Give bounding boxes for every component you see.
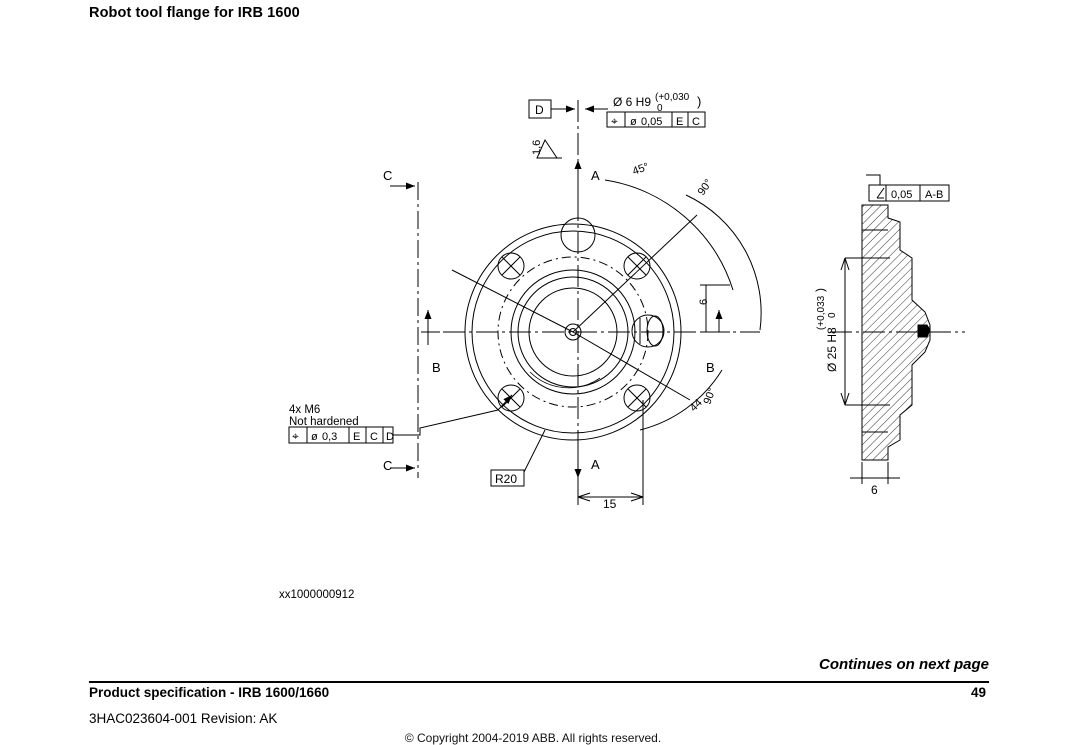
label-gdt-datum-c-top: C <box>692 116 700 128</box>
label-radius-r20: R20 <box>495 472 518 486</box>
label-datum-d: D <box>535 103 544 117</box>
label-bore-tol-upper: (+0,033 <box>816 295 827 330</box>
label-bore-tol-lower: 0 <box>827 312 838 318</box>
label-thread-gdt-e: E <box>353 431 361 443</box>
footer-document-title: Product specification - IRB 1600/1660 <box>89 685 330 700</box>
label-bore-callout: Ø 25 H8 <box>825 327 839 372</box>
label-angle-90-bottom: 90° <box>701 386 719 407</box>
label-surface-finish: 1,6 <box>531 139 543 155</box>
label-angle-45: 45° <box>630 160 651 178</box>
label-flatness-datum: A-B <box>925 189 944 201</box>
label-angle-90-top: 90° <box>695 177 716 198</box>
label-section-c-bottom: C <box>383 458 393 473</box>
footer-copyright: © Copyright 2004-2019 ABB. All rights reserved. <box>404 731 662 745</box>
footer-page-number: 49 <box>971 685 987 700</box>
figure-id: xx1000000912 <box>279 589 355 601</box>
label-dim-6-front: 6 <box>698 298 710 305</box>
label-section-a-top: A <box>591 168 600 183</box>
label-datum-b-right: B <box>706 360 715 375</box>
label-thread-note-2: Not hardened <box>289 416 359 428</box>
label-angle-44: 44 <box>687 396 705 415</box>
label-gdt-value-top: 0,05 <box>641 116 663 128</box>
label-hole-callout: Ø 6 H9 <box>613 95 652 109</box>
label-gdt-datum-e-top: E <box>676 116 684 128</box>
footer-revision: 3HAC023604-001 Revision: AK <box>89 711 278 726</box>
label-thread-gdt-c: C <box>370 431 378 443</box>
label-flatness-value: 0,05 <box>891 189 913 201</box>
label-hole-tol-upper: (+0,030 <box>655 92 690 103</box>
label-bore-tol-close: ) <box>813 288 827 292</box>
label-thread-note-1: 4x M6 <box>289 404 321 416</box>
page-title: Robot tool flange for IRB 1600 <box>89 5 300 21</box>
label-gdt-symbol-top: ⌖ <box>611 114 618 128</box>
continues-note: Continues on next page <box>818 656 989 673</box>
label-gdt-dia-top: ø <box>630 116 637 128</box>
label-hole-tol-close: ) <box>697 94 702 109</box>
label-thickness-6: 6 <box>871 483 878 497</box>
label-section-a-bottom: A <box>591 457 600 472</box>
label-section-c-top: C <box>383 168 393 183</box>
label-hole-tol-lower: 0 <box>657 103 663 114</box>
footer-divider <box>89 681 989 683</box>
label-thread-gdt-value: 0,3 <box>322 431 338 443</box>
label-thread-gdt-dia: ø <box>311 431 318 443</box>
label-dim-15: 15 <box>603 497 617 511</box>
label-thread-gdt-symbol: ⌖ <box>292 429 299 443</box>
label-thread-gdt-d: D <box>386 431 394 443</box>
label-datum-b-left: B <box>432 360 441 375</box>
